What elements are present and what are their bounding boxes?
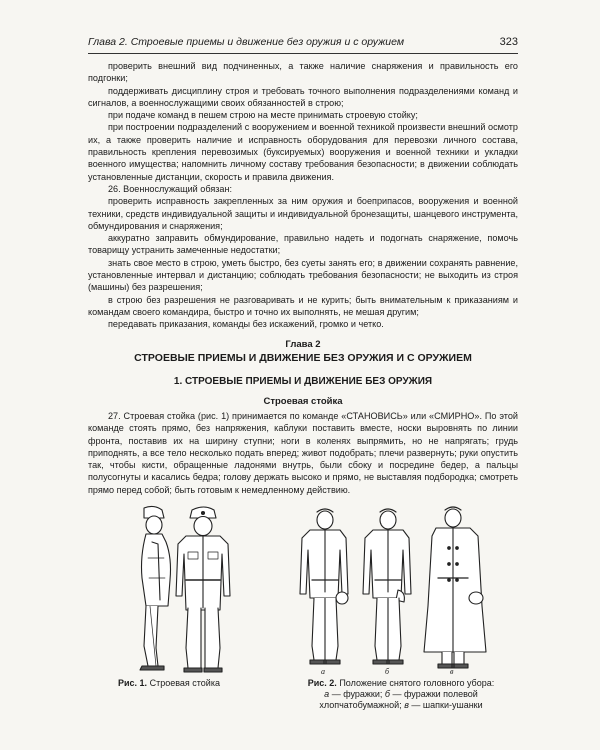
section-text-block: [88, 410, 518, 496]
paragraph: в строю без разрешения не разговаривать и не курить; быть внимательным к приказаниям и командам своего командира, быстро и точно их выполнять, не мешая другим;: [88, 294, 518, 317]
subsection-title: Строевая стойка: [263, 396, 343, 407]
panel-letter-a: а: [321, 667, 325, 676]
paragraph: 27. Строевая стойка (рис. 1) принимается по команде «СТАНОВИСЬ» или «СМИРНО». По этой команде стоять прямо, без напряжения, каблуки поставить вместе, носки выровнять по линии фронта, поставив их на ширину ступни; ноги в коленях выпрямить, но не напрягать; грудь приподнять, а все тело несколько подать вперед; живот подобрать; плечи развернуть; руки опустить так, чтобы кисти, обращенные ладонями внутрь, были сбоку и посредине бедер, а пальцы полусогнуты и касались бедра; голову держать высоко и прямо, не выставляя подбородка; смотреть прямо перед собой; быть готовым к немедленному действию.: [88, 411, 518, 495]
paragraph: проверить исправность закрепленных за ним оружия и боеприпасов, вооружения и военной техники, средств индивидуальной защиты и индивидуальной бронезащиты, шанцевого инструмента, обмундирования и снаряжения;: [88, 196, 518, 231]
paragraph: при подаче команд в пешем строю на месте принимать строевую стойку;: [108, 110, 418, 121]
paragraph: поддерживать дисциплину строя и требовать точного выполнения подразделениями команд и сигналов, а военнослужащими своих обязанностей в строю;: [88, 85, 518, 108]
fig1-label: Рис. 1.: [118, 678, 148, 688]
fig2-letter-a: а: [324, 689, 330, 699]
paragraph: передавать приказания, команды без искажений, громко и четко.: [108, 319, 384, 330]
fig1-soldier-front-view: [176, 507, 230, 672]
chapter-label: Глава 2: [285, 339, 321, 350]
fig1-caption-text: Строевая стойка: [149, 678, 220, 688]
paragraph: знать свое место в строю, уметь быстро, без суеты занять его; в движении сохранять равнение, установленные интервал и дистанцию; соблюдать требования безопасности; не выходить из строя (машины) без разрешения;: [88, 257, 518, 293]
fig2-letter-b: б: [384, 689, 390, 699]
running-header: [88, 36, 518, 48]
fig2-label: Рис. 2.: [307, 678, 337, 688]
header-rule: [88, 53, 518, 54]
figure-illustrations: [88, 498, 518, 678]
fig2-text-a: — фуражки;: [331, 689, 383, 699]
panel-letter-b: б: [385, 667, 390, 676]
intro-text-block: [88, 60, 518, 331]
fig1-soldier-side-view: [140, 506, 171, 670]
page-number: 323: [499, 36, 518, 48]
figure-2-caption: [284, 678, 518, 711]
section-title: 1. СТРОЕВЫЕ ПРИЕМЫ И ДВИЖЕНИЕ БЕЗ ОРУЖИЯ: [173, 376, 433, 387]
fig2-soldier-a: [300, 509, 348, 664]
fig2-letter-c: в: [404, 700, 409, 710]
fig2-caption-text: Положение снятого головного убора:: [339, 678, 495, 688]
paragraph: 26. Военнослужащий обязан:: [108, 183, 233, 194]
fig2-soldier-b: [363, 509, 411, 664]
running-title: Глава 2. Строевые приемы и движение без оружия и с оружием: [88, 36, 405, 48]
paragraph: при построении подразделений с вооружением и военной техникой произвести внешний осмотр их, а также проверить наличие и исправность оборудования для перевозки личного состава, правильность крепления перевозимых (буксируемых) вооружения и военной техники и укладки военного имущества; напомнить личному составу требования безопасности; в движении соблюдать установленные дистанции, скорость и правила движения.: [88, 122, 518, 182]
fig2-text-b: — фуражки полевой хлопчатобумажной;: [319, 689, 478, 710]
paragraph: аккуратно заправить обмундирование, правильно надеть и подогнать снаряжение, помочь товарищу устранить замеченные недостатки;: [88, 233, 518, 256]
figures-area: [88, 498, 518, 738]
chapter-title: СТРОЕВЫЕ ПРИЕМЫ И ДВИЖЕНИЕ БЕЗ ОРУЖИЯ И С ОРУЖИЕМ: [134, 352, 472, 364]
paragraph: проверить внешний вид подчиненных, а также наличие снаряжения и правильность его подгонки;: [88, 61, 518, 84]
figure-1-caption: [118, 678, 268, 689]
fig2-text-c: — шапки-ушанки: [411, 700, 483, 710]
panel-letter-c: в: [450, 667, 454, 676]
fig2-soldier-c: [424, 507, 486, 668]
